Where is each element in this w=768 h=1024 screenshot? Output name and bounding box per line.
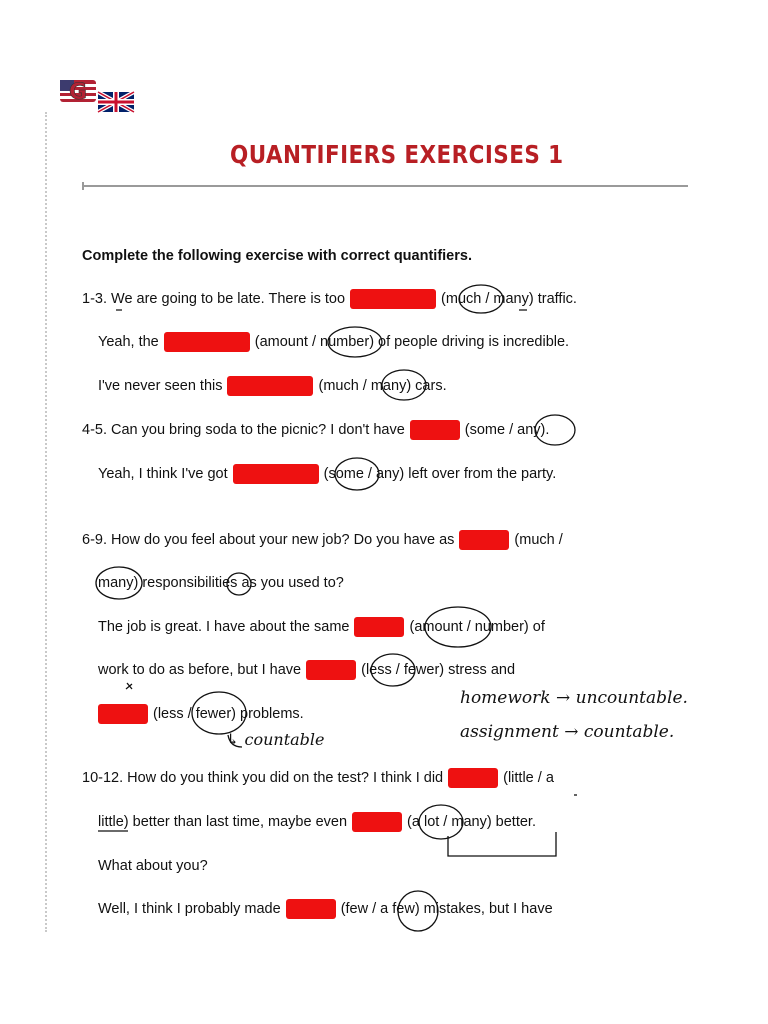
exercise-line: [98, 811, 536, 833]
line-text: 6-9. How do you feel about your new job? Do you have as: [82, 532, 455, 548]
line-text: (much /: [514, 532, 563, 548]
x-mark: [126, 683, 132, 689]
exercise-line: [98, 463, 556, 485]
gb-flags-logo: [58, 76, 138, 116]
handwritten-note: assignment → countable.: [460, 722, 675, 742]
line-text: many) responsibilities as you used to?: [98, 575, 344, 591]
handwritten-note: ↳ countable: [226, 730, 325, 749]
line-text: (little / a: [503, 770, 554, 786]
line-text: (much / many) traffic.: [441, 291, 577, 307]
handwritten-note: homework → uncountable.: [460, 688, 688, 708]
line-text: What about you?: [98, 858, 208, 874]
line-text: Yeah, I think I've got: [98, 466, 228, 482]
answer-blank[interactable]: [354, 617, 404, 637]
title-divider: [82, 185, 688, 187]
exercise-line: [82, 288, 577, 310]
line-text: (less / fewer) stress and: [361, 662, 516, 678]
line-text: (few / a few) mistakes, but I have: [340, 901, 553, 917]
answer-blank[interactable]: [227, 376, 313, 396]
line-text: (some / any).: [464, 422, 550, 438]
exercise-line: [98, 331, 569, 353]
exercise-line: [93, 703, 304, 725]
svg-text:G: G: [68, 80, 88, 105]
answer-blank[interactable]: [233, 464, 319, 484]
answer-blank[interactable]: [164, 332, 250, 352]
line-text: Well, I think I probably made: [98, 901, 281, 917]
line-text: (amount / number) of people driving is incredible.: [254, 334, 570, 350]
line-text: (much / many) cars.: [318, 378, 447, 394]
answer-blank[interactable]: [352, 812, 402, 832]
answer-blank[interactable]: [459, 530, 509, 550]
exercise-line: [82, 529, 563, 551]
line-text: 1-3. We are going to be late. There is too: [82, 291, 346, 307]
bracket-mark: [448, 832, 556, 856]
exercise-line: [82, 767, 554, 789]
exercise-line: [98, 375, 447, 397]
line-text: (less / fewer) problems.: [153, 706, 304, 722]
line-text: I've never seen this: [98, 378, 223, 394]
line-text: 10-12. How do you think you did on the test? I think I did: [82, 770, 444, 786]
exercise-line: [98, 616, 545, 638]
line-text: Yeah, the: [98, 334, 159, 350]
exercise-line: [82, 419, 549, 441]
line-text: little) better than last time, maybe even: [98, 814, 348, 830]
answer-blank[interactable]: [306, 660, 356, 680]
line-text: 4-5. Can you bring soda to the picnic? I don't have: [82, 422, 405, 438]
margin-dotted-line: [45, 112, 47, 932]
page-title: QUANTIFIERS EXERCISES 1: [230, 140, 564, 169]
line-text: (amount / number) of: [409, 619, 545, 635]
line-text: work to do as before, but I have: [98, 662, 302, 678]
exercise-line: [98, 659, 515, 681]
line-text: The job is great. I have about the same: [98, 619, 350, 635]
answer-blank[interactable]: [448, 768, 498, 788]
answer-blank[interactable]: [286, 899, 336, 919]
answer-blank[interactable]: [350, 289, 436, 309]
line-text: (some / any) left over from the party.: [323, 466, 557, 482]
line-text: (a lot / many) better.: [407, 814, 536, 830]
instructions: Complete the following exercise with correct quantifiers.: [82, 248, 472, 264]
answer-blank[interactable]: [98, 704, 148, 724]
exercise-line: [98, 898, 553, 920]
exercise-line: [98, 572, 344, 594]
exercise-line: [98, 855, 208, 877]
answer-blank[interactable]: [410, 420, 460, 440]
